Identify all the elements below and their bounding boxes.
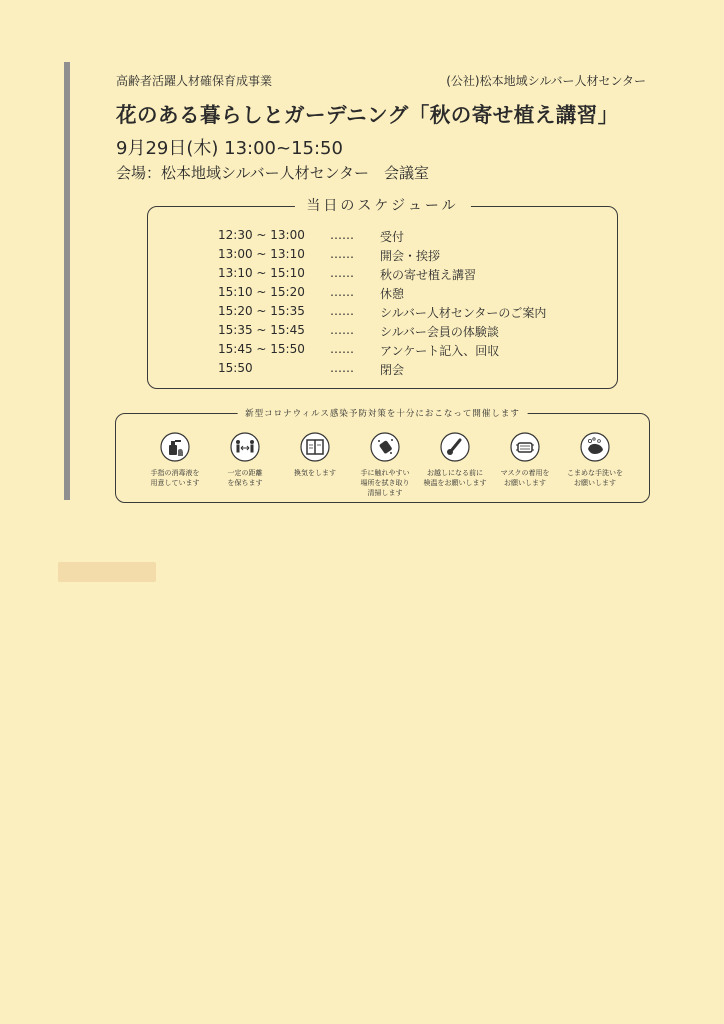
event-venue: 会場：松本地域シルバー人材センター 会議室 xyxy=(116,164,429,182)
schedule-leader: …… xyxy=(330,323,354,337)
hand-washing-icon xyxy=(580,432,610,462)
schedule-time: 15:45 ~ 15:50 xyxy=(218,342,305,356)
cleaning-spray-icon xyxy=(370,432,400,462)
covid-measure xyxy=(350,432,420,498)
header-org-line xyxy=(116,72,646,89)
covid-measures-box xyxy=(115,409,650,503)
covid-measure-label: 換気をします xyxy=(294,469,336,477)
schedule-desc: シルバー人材センターのご案内 xyxy=(380,306,547,320)
schedule-desc: アンケート記入、回収 xyxy=(380,344,500,358)
sidebar-accent-bar xyxy=(64,62,70,500)
covid-measure-label: こまめな手洗いを お願いします xyxy=(567,469,623,487)
covid-measure-label: お越しになる前に 検温をお願いします xyxy=(423,469,487,487)
schedule-leader: …… xyxy=(330,247,354,261)
covid-measure-label: マスクの着用を お願いします xyxy=(500,469,550,487)
schedule-time: 12:30 ~ 13:00 xyxy=(218,228,305,242)
organizer-name: (公社)松本地域シルバー人材センター xyxy=(446,74,646,88)
schedule-leader: …… xyxy=(330,304,354,318)
face-mask-icon xyxy=(510,432,540,462)
schedule-leader: …… xyxy=(330,285,354,299)
schedule-desc: 開会・挨拶 xyxy=(380,249,441,263)
program-name: 高齢者活躍人材確保育成事業 xyxy=(116,74,273,88)
covid-measure xyxy=(420,432,490,488)
schedule-desc: 秋の寄せ植え講習 xyxy=(380,268,477,282)
schedule-desc: シルバー会員の体験談 xyxy=(380,325,499,339)
ventilation-window-icon xyxy=(300,432,330,462)
covid-measure xyxy=(280,432,350,478)
covid-measure xyxy=(490,432,560,488)
schedule-leader: …… xyxy=(330,361,354,375)
covid-measure xyxy=(140,432,210,488)
schedule-leader: …… xyxy=(330,266,354,280)
schedule-box xyxy=(147,198,618,389)
schedule-leader: …… xyxy=(330,342,354,356)
event-date: 9月29日(木) 13:00~15:50 xyxy=(116,138,343,159)
page-title: 花のある暮らしとガーデニング「秋の寄せ植え講習」 xyxy=(116,103,619,127)
schedule-time: 13:10 ~ 15:10 xyxy=(218,266,305,280)
schedule-time: 15:20 ~ 15:35 xyxy=(218,304,305,318)
covid-measure xyxy=(560,432,630,488)
schedule-desc: 受付 xyxy=(380,230,405,244)
hand-sanitizer-icon xyxy=(160,432,190,462)
schedule-desc: 休憩 xyxy=(380,287,405,301)
schedule-desc: 閉会 xyxy=(380,363,405,377)
schedule-time: 15:35 ~ 15:45 xyxy=(218,323,305,337)
covid-measure-label: 手に触れやすい 場所を拭き取り 清掃します xyxy=(360,469,410,497)
thermometer-icon xyxy=(440,432,470,462)
schedule-time: 15:50 xyxy=(218,361,253,375)
faint-stamp-mark xyxy=(58,562,156,582)
schedule-title: 当日のスケジュール xyxy=(294,195,470,215)
schedule-leader: …… xyxy=(330,228,354,242)
schedule-time: 13:00 ~ 13:10 xyxy=(218,247,305,261)
covid-measure-label: 手指の消毒液を 用意しています xyxy=(150,469,200,487)
social-distance-icon xyxy=(230,432,260,462)
covid-title: 新型コロナウィルス感染予防対策を十分におこなって開催します xyxy=(237,407,528,419)
covid-measure-label: 一定の距離 を保ちます xyxy=(227,469,263,487)
schedule-time: 15:10 ~ 15:20 xyxy=(218,285,305,299)
covid-measure xyxy=(210,432,280,488)
